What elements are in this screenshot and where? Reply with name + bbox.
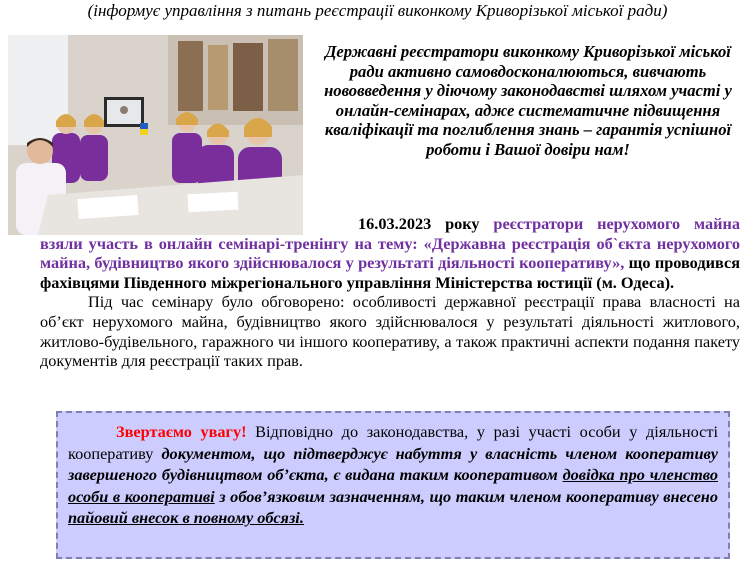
notice-membership-certificate: довідка про членство особи в кооперативі (68, 465, 718, 506)
attention-notice-box (56, 411, 730, 559)
notice-attention: Звертаємо увагу! (116, 422, 247, 441)
header-source-line: (інформує управління з питань реєстрації виконкому Криворізької міської ради) (87, 1, 668, 20)
news-date: 16.03.2023 (358, 214, 432, 233)
news-roku: року (431, 214, 494, 233)
news-seminar-topic: реєстратори нерухомого майна взяли участь в онлайн семінарі-тренінгу на тему: «Державна реєстрація об`єкта нерухомого майна, будівництво якого здійснювалося у результаті діяльності кооперативу», (40, 214, 740, 273)
intro-statement: Державні реєстратори виконкому Криворізької міської ради активно самовдосконалюються, вивчають нововведення у діючому законодавстві шляхом участі у онлайн-семінарах, адже систематичне підвищення кваліфікації та поглиблення знань – гарантія успішної роботи і Вашої довіри нам! (324, 42, 732, 159)
news-organizer: що проводився фахівцями Південного міжрегіонального управління Міністерства юстиції (м. Одеса). (40, 253, 740, 292)
news-lead (40, 214, 740, 292)
news-details: Під час семінару було обговорено: особливості державної реєстрації права власності на об’єкт нерухомого майна, будівництво якого здійснювалося у результаті діяльності житлового, житлово-будівельного, гаражного чи іншого кооперативу, а також практичні аспекти подання пакету документів для реєстрації таких прав. (40, 292, 740, 371)
notice-share-contribution: пайовий внесок в повному обсязі. (68, 508, 304, 528)
seminar-photo (8, 35, 303, 235)
notice-part-2: документом, що підтверджує набуття у власність членом кооперативу завершеного будівництвом об’єкта, є видана таким кооперативом (68, 443, 718, 485)
notice-part-4: з обов’язковим зазначенням, що таким членом кооперативу внесено (214, 486, 718, 506)
notice-text (68, 421, 718, 529)
news-article (40, 214, 740, 371)
notice-part-1: Відповідно до законодавства, у разі участі особи у діяльності кооперативу (68, 422, 718, 463)
